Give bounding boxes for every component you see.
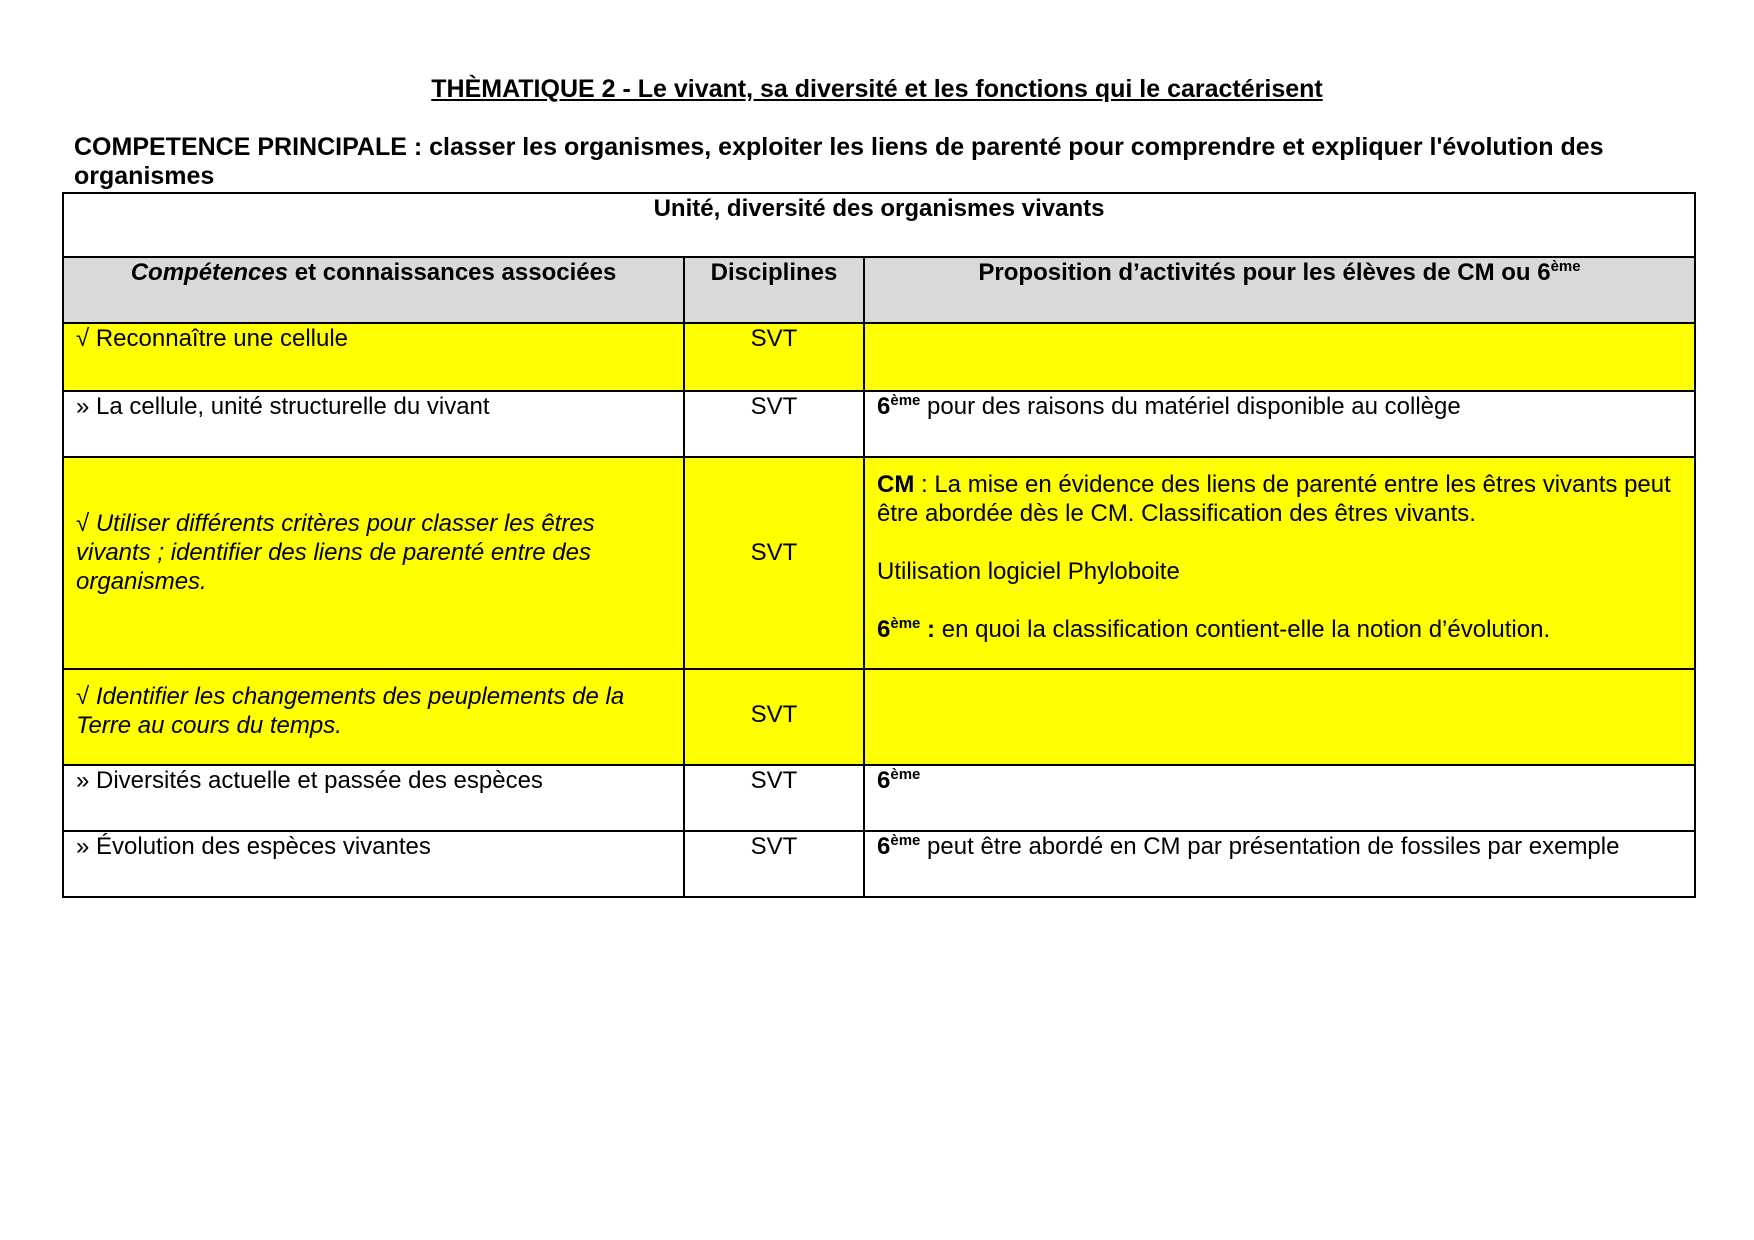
activity-level: 6	[877, 833, 891, 860]
unit-title: Unité, diversité des organismes vivants	[63, 193, 1695, 257]
competence-cell: √ Reconnaître une cellule	[63, 323, 684, 391]
activity-cell	[864, 457, 1695, 669]
activity-text: pour des raisons du matériel disponible au collège	[920, 393, 1461, 420]
competences-table	[62, 192, 1696, 898]
activity-level-sup: ème	[890, 615, 921, 632]
page-title: THÈMATIQUE 2 - Le vivant, sa diversité et les fonctions qui le caractérisent	[431, 75, 1323, 103]
table-row	[63, 765, 1695, 831]
header-competences	[63, 257, 684, 323]
competence-cell: » Diversités actuelle et passée des espèces	[63, 765, 684, 831]
activity-level: 6	[877, 393, 891, 420]
competence-cell: √ Utiliser différents critères pour classer les êtres vivants ; identifier des liens de parenté entre des organismes.	[63, 457, 684, 669]
header-activites-text: Proposition d’activités pour les élèves de CM ou 6	[978, 259, 1551, 286]
header-activites-sup: ème	[1550, 258, 1581, 275]
activity-level: 6	[877, 767, 891, 794]
activity-level-sup: ème	[890, 392, 921, 409]
discipline-cell: SVT	[684, 669, 864, 765]
header-competences-rest: et connaissances associées	[288, 259, 617, 286]
table-row	[63, 669, 1695, 765]
activity-cell	[864, 765, 1695, 831]
header-row	[63, 257, 1695, 323]
unit-title-row	[63, 193, 1695, 257]
table-row	[63, 391, 1695, 457]
competence-principale: COMPETENCE PRINCIPALE : classer les organismes, exploiter les liens de parenté pour comprendre et expliquer l'évolution des organismes	[74, 133, 1604, 190]
table-row	[63, 323, 1695, 391]
activity-text: peut être abordé en CM par présentation de fossiles par exemple	[920, 833, 1620, 860]
header-competences-italic: Compétences	[130, 259, 289, 286]
activity-cell	[864, 323, 1695, 391]
competence-cell: √ Identifier les changements des peuplements de la Terre au cours du temps.	[63, 669, 684, 765]
activity-paragraph-software: Utilisation logiciel Phyloboite	[877, 558, 1180, 585]
activity-level-sup: ème	[890, 832, 921, 849]
activity-cell	[864, 831, 1695, 897]
activity-cm-label: CM	[877, 471, 915, 498]
competence-cell: » Évolution des espèces vivantes	[63, 831, 684, 897]
discipline-cell: SVT	[684, 391, 864, 457]
table-row	[63, 831, 1695, 897]
header-activites	[864, 257, 1695, 323]
activity-cell	[864, 391, 1695, 457]
activity-text: en quoi la classification contient-elle la notion d’évolution.	[935, 616, 1551, 643]
discipline-cell: SVT	[684, 831, 864, 897]
activity-colon: :	[920, 616, 936, 643]
activity-paragraph-cm	[877, 470, 1682, 528]
activity-level-sup: ème	[890, 766, 921, 783]
discipline-cell: SVT	[684, 765, 864, 831]
discipline-cell: SVT	[684, 457, 864, 669]
activity-cm-text: : La mise en évidence des liens de parenté entre les êtres vivants peut être abordée dès le CM. Classification des êtres vivants.	[877, 471, 1671, 527]
competence-cell: » La cellule, unité structurelle du vivant	[63, 391, 684, 457]
header-disciplines: Disciplines	[684, 257, 864, 323]
activity-cell	[864, 669, 1695, 765]
activity-level: 6	[877, 616, 891, 643]
activity-paragraph-6eme	[877, 615, 1682, 644]
discipline-cell: SVT	[684, 323, 864, 391]
table-row	[63, 457, 1695, 669]
